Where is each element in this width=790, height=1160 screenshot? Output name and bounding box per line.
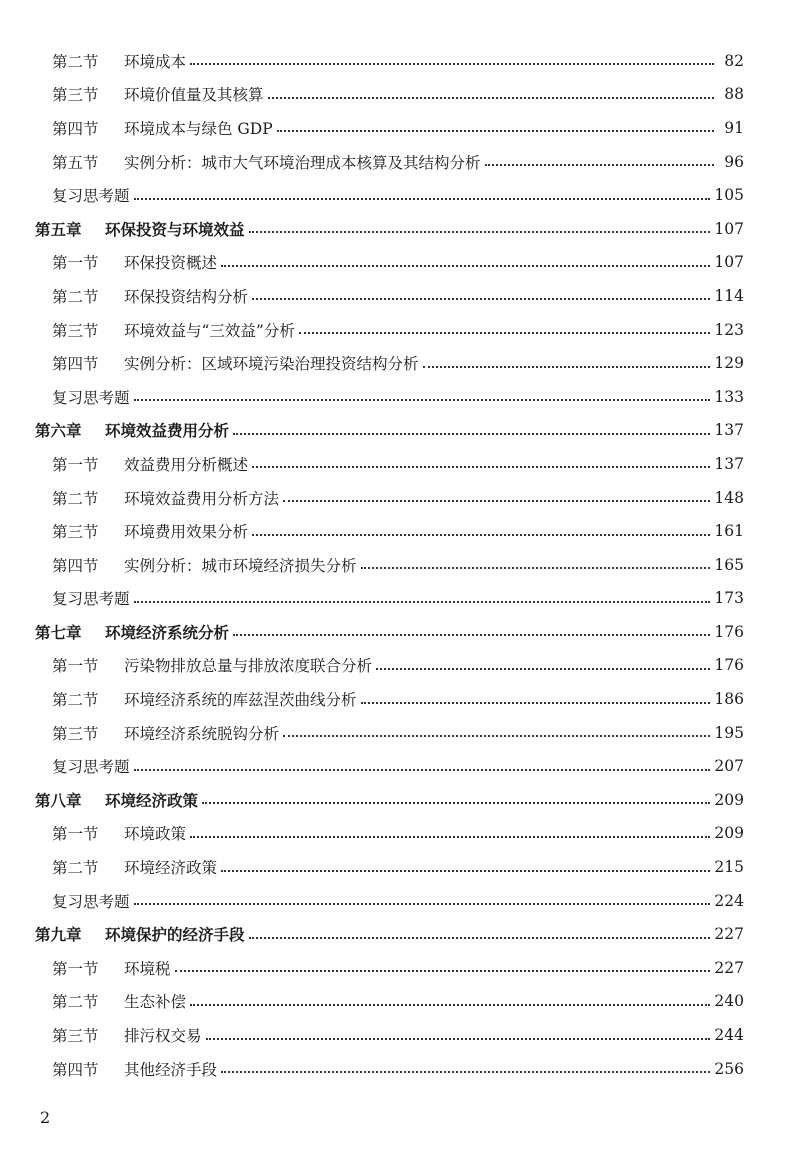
toc-review-entry[interactable] [0,749,790,783]
toc-entry-number: 第二节 [52,691,99,710]
toc-entry-title: 生态补偿 [124,993,187,1012]
toc-entry-title: 效益费用分析概述 [124,455,249,474]
toc-entry-page: 209 [714,790,744,809]
dot-leader [233,432,710,435]
dot-leader [206,1037,711,1040]
toc-entry-number: 第五节 [52,153,99,172]
toc-entry-title: 实例分析：城市环境经济损失分析 [124,556,357,575]
toc-entry-number: 第一节 [52,254,99,273]
dot-leader [423,365,711,368]
dot-leader [175,969,711,972]
toc-entry-title: 环境效益费用分析 [105,421,230,441]
toc-section-entry[interactable] [0,850,790,884]
toc-entry-title: 环境经济政策 [105,790,199,810]
toc-entry-number: 第四节 [52,355,99,374]
toc-section-entry[interactable] [0,817,790,851]
toc-entry-page: 227 [714,925,744,944]
toc-section-entry[interactable] [0,346,790,380]
toc-entry-title: 复习思考题 [52,187,130,206]
toc-section-entry[interactable] [0,481,790,515]
toc-entry-number: 第九章 [35,925,82,945]
toc-section-entry[interactable] [0,246,790,280]
toc-entry-page: 176 [714,656,744,675]
toc-entry-number: 第二节 [52,859,99,878]
toc-entry-number: 第一节 [52,825,99,844]
toc-entry-page: 96 [724,152,744,171]
toc-entry-page: 176 [714,622,744,641]
dot-leader [249,230,711,233]
toc-chapter-entry[interactable] [0,414,790,448]
toc-entry-number: 第一节 [52,657,99,676]
toc-entry-page: 107 [714,219,744,238]
toc-entry-page: 224 [714,891,744,910]
toc-chapter-entry[interactable] [0,212,790,246]
dot-leader [134,600,711,603]
toc-entry-page: 129 [714,354,744,373]
toc-entry-number: 第二节 [52,489,99,508]
toc-entry-title: 复习思考题 [52,758,130,777]
table-of-contents [0,44,790,1085]
toc-entry-page: 107 [714,253,744,272]
page-number: 2 [40,1108,51,1127]
toc-entry-title: 环境成本与绿色 GDP [124,119,273,138]
toc-entry-title: 环保投资与环境效益 [105,219,245,239]
toc-section-entry[interactable] [0,649,790,683]
toc-entry-title: 复习思考题 [52,590,130,609]
toc-entry-title: 环境经济系统的库兹涅茨曲线分析 [124,691,357,710]
dot-leader [376,667,710,670]
dot-leader [221,1070,710,1073]
toc-section-entry[interactable] [0,985,790,1019]
toc-section-entry[interactable] [0,44,790,78]
toc-section-entry[interactable] [0,716,790,750]
dot-leader [190,835,710,838]
toc-section-entry[interactable] [0,1052,790,1086]
dot-leader [252,297,710,300]
dot-leader [299,331,711,334]
toc-entry-number: 第三节 [52,1027,99,1046]
toc-entry-page: 133 [714,387,744,406]
dot-leader [190,62,714,65]
toc-entry-title: 复习思考题 [52,388,130,407]
dot-leader [485,163,714,166]
dot-leader [268,96,714,99]
toc-entry-page: 91 [724,118,744,137]
toc-entry-title: 排污权交易 [124,1027,202,1046]
toc-entry-title: 环保投资结构分析 [124,287,249,306]
toc-entry-title: 环境成本 [124,52,187,71]
toc-section-entry[interactable] [0,1018,790,1052]
toc-entry-number: 第七章 [35,622,82,642]
toc-section-entry[interactable] [0,145,790,179]
toc-entry-number: 第五章 [35,219,82,239]
toc-section-entry[interactable] [0,548,790,582]
dot-leader [134,902,711,905]
toc-review-entry[interactable] [0,380,790,414]
toc-entry-page: 82 [724,51,744,70]
toc-entry-title: 环境保护的经济手段 [105,925,245,945]
toc-entry-title: 环境税 [124,959,171,978]
toc-entry-page: 256 [714,1059,744,1078]
toc-entry-number: 第二节 [52,52,99,71]
dot-leader [361,701,711,704]
dot-leader [283,499,710,502]
toc-section-entry[interactable] [0,447,790,481]
toc-entry-title: 污染物排放总量与排放浓度联合分析 [124,657,373,676]
toc-entry-number: 第三节 [52,724,99,743]
toc-section-entry[interactable] [0,279,790,313]
toc-entry-page: 244 [714,1026,744,1045]
dot-leader [221,869,710,872]
toc-entry-number: 第一节 [52,455,99,474]
dot-leader [252,465,710,468]
toc-entry-title: 实例分析：城市大气环境治理成本核算及其结构分析 [124,153,481,172]
toc-chapter-entry[interactable] [0,615,790,649]
toc-entry-title: 环境效益费用分析方法 [124,489,280,508]
toc-entry-number: 第四节 [52,1060,99,1079]
toc-entry-page: 227 [714,958,744,977]
toc-entry-title: 环境经济系统脱钩分析 [124,724,280,743]
toc-entry-page: 161 [714,522,744,541]
toc-entry-page: 114 [714,286,744,305]
toc-entry-page: 137 [714,454,744,473]
toc-entry-page: 137 [714,421,744,440]
dot-leader [134,398,711,401]
toc-entry-title: 环境经济系统分析 [105,622,230,642]
toc-entry-title: 环境经济政策 [124,859,218,878]
toc-entry-page: 88 [724,85,744,104]
toc-entry-title: 环境效益与“三效益”分析 [124,321,295,340]
toc-review-entry[interactable] [0,178,790,212]
dot-leader [134,197,711,200]
toc-entry-number: 第二节 [52,993,99,1012]
toc-section-entry[interactable] [0,111,790,145]
toc-section-entry[interactable] [0,514,790,548]
toc-entry-page: 173 [714,589,744,608]
toc-entry-title: 环境价值量及其核算 [124,86,264,105]
toc-section-entry[interactable] [0,682,790,716]
toc-entry-number: 第三节 [52,86,99,105]
dot-leader [233,633,710,636]
dot-leader [190,1003,710,1006]
dot-leader [277,129,714,132]
toc-entry-number: 第四节 [52,119,99,138]
toc-entry-number: 第六章 [35,421,82,441]
toc-entry-page: 123 [714,320,744,339]
toc-review-entry[interactable] [0,582,790,616]
dot-leader [134,768,711,771]
toc-entry-title: 环境政策 [124,825,187,844]
toc-entry-page: 207 [714,757,744,776]
toc-review-entry[interactable] [0,884,790,918]
toc-section-entry[interactable] [0,313,790,347]
toc-entry-page: 240 [714,992,744,1011]
dot-leader [252,533,710,536]
toc-entry-title: 复习思考题 [52,892,130,911]
dot-leader [202,801,710,804]
toc-chapter-entry[interactable] [0,917,790,951]
toc-entry-page: 105 [714,186,744,205]
toc-entry-number: 第三节 [52,321,99,340]
toc-entry-page: 209 [714,824,744,843]
toc-entry-page: 165 [714,555,744,574]
toc-section-entry[interactable] [0,951,790,985]
toc-entry-title: 环保投资概述 [124,254,218,273]
dot-leader [221,264,710,267]
toc-entry-title: 其他经济手段 [124,1060,218,1079]
toc-entry-number: 第二节 [52,287,99,306]
toc-chapter-entry[interactable] [0,783,790,817]
toc-entry-page: 148 [714,488,744,507]
toc-entry-page: 186 [714,690,744,709]
toc-entry-page: 215 [714,858,744,877]
toc-entry-number: 第八章 [35,790,82,810]
toc-section-entry[interactable] [0,78,790,112]
dot-leader [283,734,710,737]
toc-entry-number: 第一节 [52,959,99,978]
toc-entry-number: 第四节 [52,556,99,575]
dot-leader [361,566,711,569]
toc-entry-number: 第三节 [52,523,99,542]
dot-leader [249,936,711,939]
toc-entry-title: 实例分析：区域环境污染治理投资结构分析 [124,355,419,374]
toc-entry-page: 195 [714,723,744,742]
toc-entry-title: 环境费用效果分析 [124,523,249,542]
